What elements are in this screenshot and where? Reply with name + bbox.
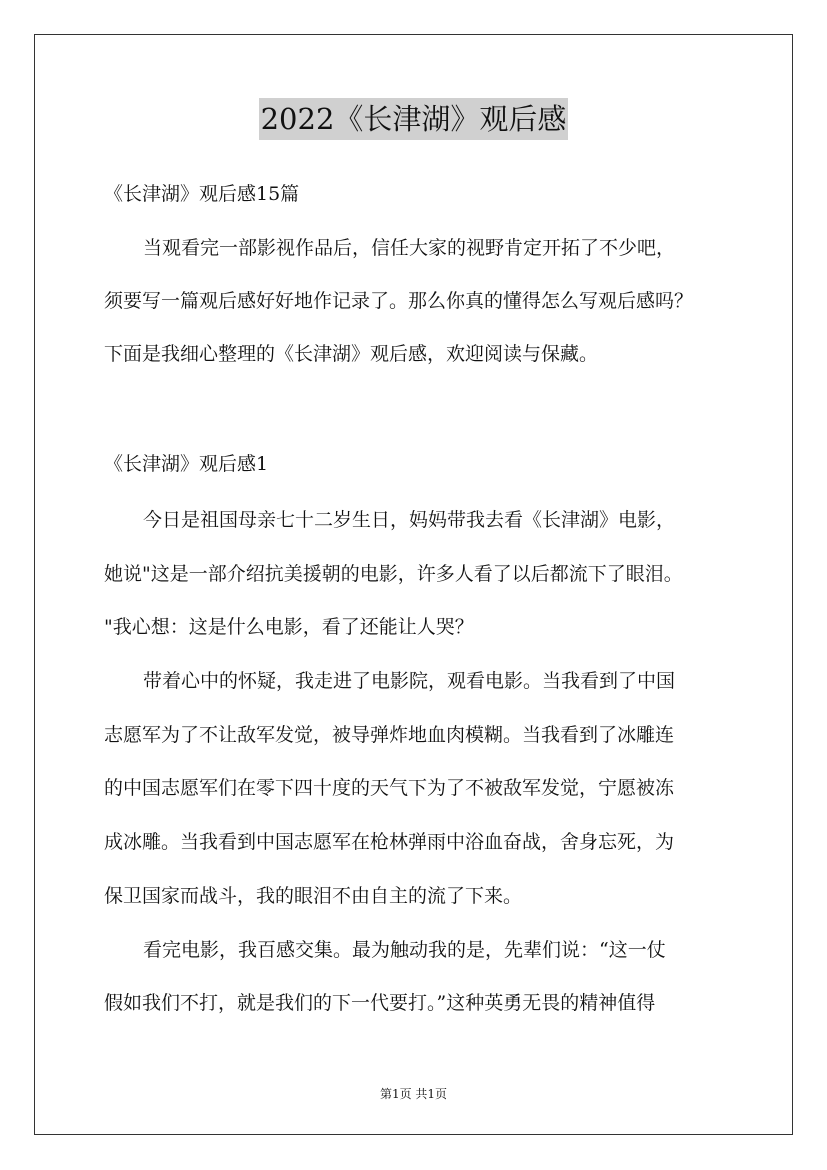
body-line: 志愿军为了不让敌军发觉，被导弹炸地血肉模糊。当我看到了冰雕连 xyxy=(104,724,675,746)
intro-line: 须要写一篇观后感好好地作记录了。那么你真的懂得怎么写观后感吗？ xyxy=(104,290,694,312)
body-line: 她说"这是一部介绍抗美援朝的电影，许多人看了以后都流下了眼泪。 xyxy=(104,563,683,585)
document-title: 2022《长津湖》观后感 xyxy=(259,98,569,140)
body-line: 带着心中的怀疑，我走进了电影院，观看电影。当我看到了中国 xyxy=(143,670,676,692)
intro-line: 下面是我细心整理的《长津湖》观后感，欢迎阅读与保藏。 xyxy=(104,343,599,365)
body-line: 假如我们不打，就是我们的下一代要打。”这种英勇无畏的精神值得 xyxy=(104,992,656,1014)
subtitle: 《长津湖》观后感15篇 xyxy=(104,183,300,205)
section-heading: 《长津湖》观后感1 xyxy=(104,453,269,475)
intro-line: 当观看完一部影视作品后，信任大家的视野肯定开拓了不少吧， xyxy=(143,237,676,259)
body-line: 今日是祖国母亲七十二岁生日，妈妈带我去看《长津湖》电影， xyxy=(143,509,676,531)
body-line: "我心想：这是什么电影，看了还能让人哭？ xyxy=(104,616,474,638)
page-footer: 第1页 共1页 xyxy=(379,1087,448,1101)
body-line: 看完电影，我百感交集。最为触动我的是，先辈们说：“这一仗 xyxy=(143,939,666,961)
body-line: 成冰雕。当我看到中国志愿军在枪林弹雨中浴血奋战，舍身忘死，为 xyxy=(104,831,675,853)
body-line: 的中国志愿军们在零下四十度的天气下为了不被敌军发觉，宁愿被冻 xyxy=(104,777,675,799)
body-line: 保卫国家而战斗，我的眼泪不由自主的流了下来。 xyxy=(104,885,523,907)
title-container xyxy=(0,98,827,140)
